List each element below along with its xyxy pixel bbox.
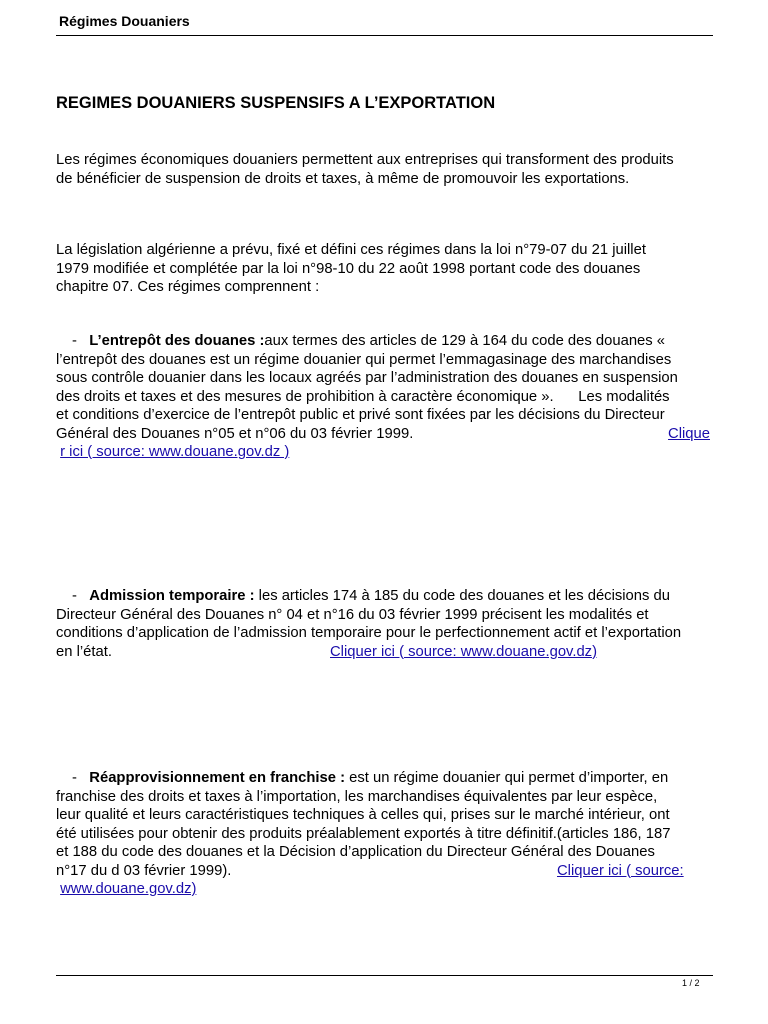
entrepot-line: l’entrepôt des douanes est un régime douanier qui permet l’emmagasinage des marchandises [56, 351, 672, 368]
admission-line: Directeur Général des Douanes n° 04 et n°16 du 03 février 1999 précisent les modalités et [56, 606, 649, 623]
reappro-text: est un régime douanier qui permet d’importer, en [345, 770, 669, 786]
entrepot-text: Général des Douanes n°05 et n°06 du 03 février 1999. [56, 425, 414, 442]
source-link-continuation[interactable]: r ici ( source: www.douane.gov.dz ) [60, 444, 290, 460]
bullet-dash: - [72, 588, 77, 604]
reappro-first-line [56, 769, 716, 788]
entrepot-term: L’entrepôt des douanes : [89, 333, 265, 349]
admission-text: en l’état. [56, 643, 112, 660]
entrepot-first-line [56, 332, 716, 351]
reappro-term: Réapprovisionnement en franchise : [89, 770, 345, 786]
intro-line: de bénéficier de suspension de droits et taxes, à même de promouvoir les exportations. [56, 170, 630, 187]
admission-last-line [56, 643, 716, 662]
page-number: 1 / 2 [682, 978, 700, 988]
entrepot-line: des droits et taxes et des mesures de prohibition à caractère économique ». Les modalités [56, 388, 670, 405]
legislation-line: La législation algérienne a prévu, fixé et défini ces régimes dans la loi n°79-07 du 21 juillet [56, 242, 646, 258]
document-title: REGIMES DOUANIERS SUSPENSIFS A L’EXPORTATION [56, 94, 496, 112]
header-rule [56, 35, 713, 36]
source-link-continuation[interactable]: www.douane.gov.dz) [60, 881, 197, 897]
entrepot-last-line [56, 425, 716, 444]
bullet-dash: - [72, 770, 77, 786]
entrepot-link-line [56, 443, 716, 462]
footer-rule [56, 975, 713, 976]
reappro-line: été utilisées pour obtenir des produits préalablement exportés à titre définitif.(articles 186, 187 [56, 825, 671, 842]
source-link[interactable]: Clique [668, 425, 710, 442]
entrepot-text: aux termes des articles de 129 à 164 du code des douanes « [264, 333, 666, 349]
reappro-link-line [56, 880, 716, 899]
entrepot-paragraph [56, 332, 716, 462]
entrepot-line: sous contrôle douanier dans les locaux agréés par l’administration des douanes en suspension [56, 370, 678, 386]
admission-paragraph [56, 587, 716, 661]
legislation-line: 1979 modifiée et complétée par la loi n°98-10 du 22 août 1998 portant code des douanes [56, 260, 641, 277]
reappro-line: franchise des droits et taxes à l’importation, les marchandises équivalentes par leur espèce, [56, 788, 658, 805]
reappro-line: et 188 du code des douanes et la Décision d’application du Directeur Général des Douanes [56, 844, 655, 860]
entrepot-line: et conditions d’exercice de l’entrepôt public et privé sont fixées par les décisions du Directeur [56, 407, 665, 423]
intro-paragraph [56, 151, 716, 188]
reappro-text: n°17 du d 03 février 1999). [56, 862, 232, 879]
running-header-title: Régimes Douaniers [59, 13, 190, 29]
admission-text: les articles 174 à 185 du code des douanes et les décisions du [254, 588, 670, 604]
source-link[interactable]: Cliquer ici ( source: [557, 862, 684, 879]
bullet-dash: - [72, 333, 77, 349]
legislation-line: chapitre 07. Ces régimes comprennent : [56, 279, 320, 295]
source-link[interactable]: Cliquer ici ( source: www.douane.gov.dz) [330, 643, 598, 660]
admission-line: conditions d’application de l’admission temporaire pour le perfectionnement actif et l’exportation [56, 625, 682, 641]
reappro-last-line [56, 862, 716, 881]
admission-first-line [56, 587, 716, 606]
reappro-line: leur qualité et leurs caractéristiques techniques à celles qui, prises sur le marché intérieur, ont [56, 807, 670, 823]
intro-line: Les régimes économiques douaniers permettent aux entreprises qui transforment des produits [56, 152, 674, 168]
reappro-paragraph [56, 769, 716, 899]
admission-term: Admission temporaire : [89, 588, 255, 604]
legislation-paragraph [56, 241, 716, 297]
